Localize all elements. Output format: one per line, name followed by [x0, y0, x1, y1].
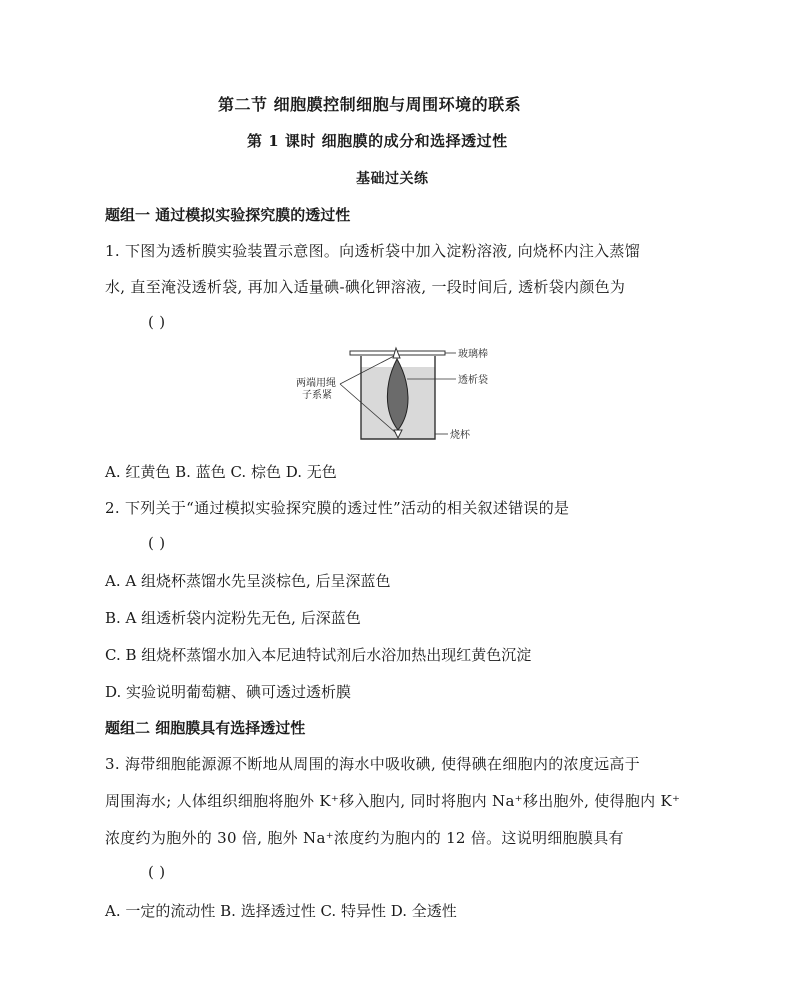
q3-line3: 浓度约为胞外的 30 倍, 胞外 Na⁺浓度约为胞内的 12 倍。这说明细胞膜具有	[105, 829, 624, 847]
section-title: 第二节 细胞膜控制细胞与周围环境的联系	[218, 95, 522, 114]
q2-option-a: A. A 组烧杯蒸馏水先呈淡棕色, 后呈深蓝色	[105, 572, 391, 590]
q3-options: A. 一定的流动性 B. 选择透过性 C. 特异性 D. 全透性	[105, 902, 457, 920]
q1-answer-blank: ( )	[148, 313, 166, 331]
label-dialysis-bag: 透析袋	[458, 375, 488, 386]
group2-title: 题组二 细胞膜具有选择透过性	[105, 719, 306, 737]
dialysis-diagram	[292, 342, 512, 450]
label-beaker: 烧杯	[450, 430, 470, 441]
label-string-line1: 两端用绳	[296, 378, 336, 389]
q2-option-c: C. B 组烧杯蒸馏水加入本尼迪特试剂后水浴加热出现红黄色沉淀	[105, 646, 532, 664]
group1-title: 题组一 通过模拟实验探究膜的透过性	[105, 206, 351, 224]
lesson-title: 第 1 课时 细胞膜的成分和选择透过性	[247, 132, 508, 150]
q2-option-b: B. A 组透析袋内淀粉先无色, 后深蓝色	[105, 609, 361, 627]
q1-options: A. 红黄色 B. 蓝色 C. 棕色 D. 无色	[105, 463, 337, 481]
q1-line2: 水, 直至淹没透析袋, 再加入适量碘-碘化钾溶液, 一段时间后, 透析袋内颜色为	[105, 278, 626, 296]
q3-answer-blank: ( )	[148, 863, 166, 881]
practice-title: 基础过关练	[356, 171, 429, 187]
q3-line1: 3. 海带细胞能源源不断地从周围的海水中吸收碘, 使得碘在细胞内的浓度远高于	[105, 755, 641, 773]
label-string-line2: 子系紧	[302, 390, 332, 401]
q2-option-d: D. 实验说明葡萄糖、碘可透过透析膜	[105, 683, 352, 701]
q1-line1: 1. 下图为透析膜实验装置示意图。向透析袋中加入淀粉溶液, 向烧杯内注入蒸馏	[105, 242, 641, 260]
label-glass-rod: 玻璃棒	[458, 349, 488, 360]
q3-line2: 周围海水; 人体组织细胞将胞外 K⁺移入胞内, 同时将胞内 Na⁺移出胞外, 使得胞内 K⁺	[105, 792, 681, 810]
q2-answer-blank: ( )	[148, 534, 166, 552]
q2-line1: 2. 下列关于“通过模拟实验探究膜的透过性”活动的相关叙述错误的是	[105, 499, 570, 517]
